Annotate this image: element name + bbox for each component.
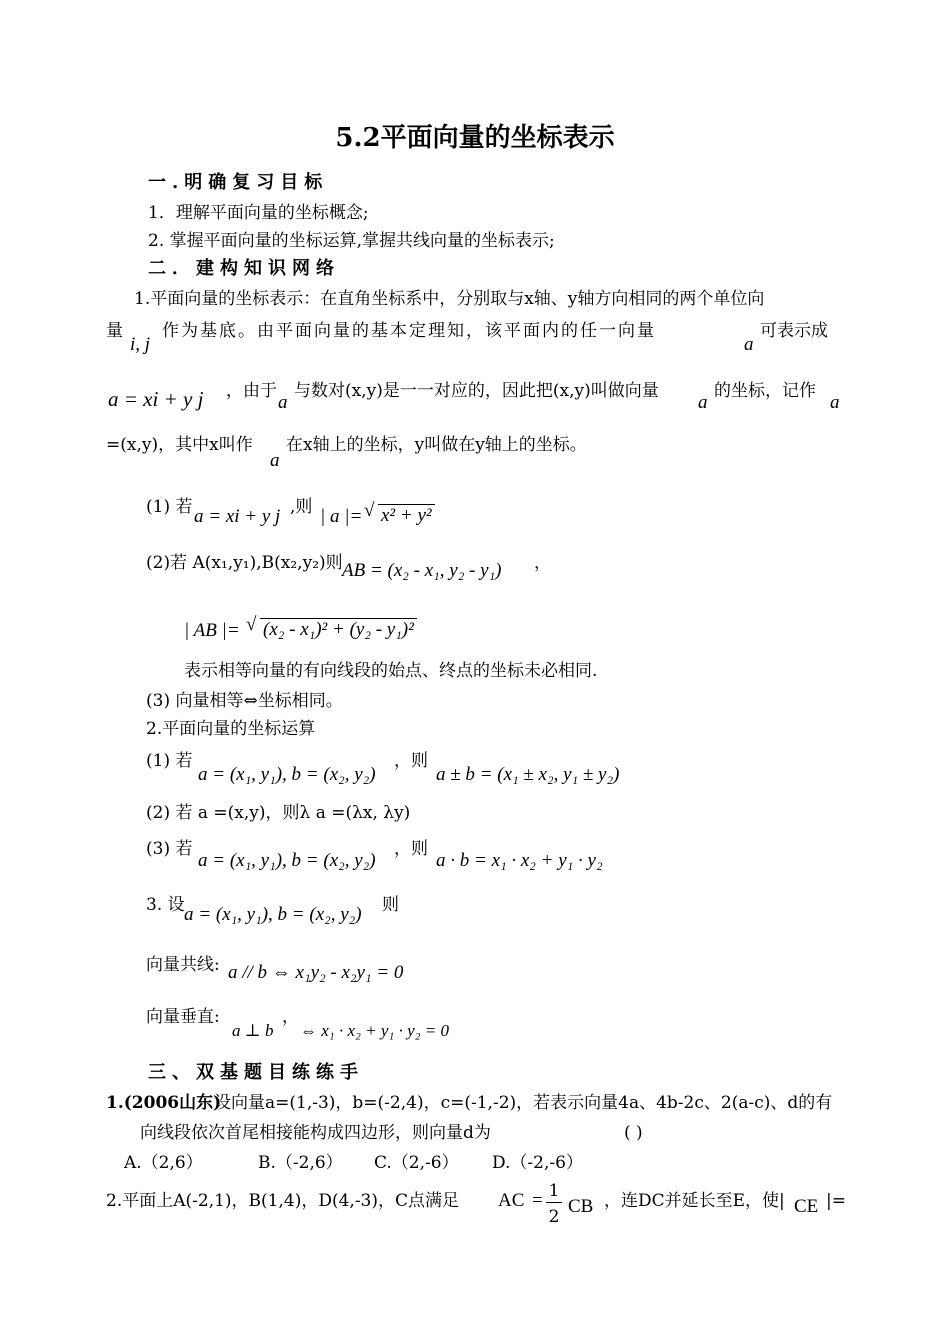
page-title: 5.2平面向量的坐标表示 — [335, 123, 615, 153]
op-1-then: ，则 — [394, 751, 428, 771]
point-3-then: 则 — [382, 895, 399, 915]
op-3-label: (3) 若 — [146, 839, 193, 859]
option-d: D.（-2,-6） — [492, 1153, 583, 1173]
basis-ij: i, j — [130, 334, 151, 355]
section-3-heading: 三、双基题目练练手 — [148, 1062, 364, 1083]
formula-1-label: (1) 若 — [146, 497, 193, 517]
para1-line3-start: ，由于 — [226, 381, 277, 401]
para1-line4-end: 在x轴上的坐标，y叫做在y轴上的坐标。 — [286, 435, 587, 455]
op-3-then: ，则 — [394, 839, 428, 859]
formula-1-expr: a = xi + y j — [194, 506, 281, 527]
vector-a-symbol-3: a — [698, 392, 708, 413]
collinear-condition: a // b ⇔ x₁y₂ - x₂y₁ = 0 — [228, 962, 404, 983]
formula-2-label: (2)若 A(x₁,y₁),B(x₂,y₂)则 — [146, 553, 343, 573]
vector-a-symbol-5: a — [270, 450, 280, 471]
op-1-result: a ± b = (x₁ ± x₂, y₁ ± y₂) — [436, 764, 620, 785]
question-2-end: |= — [826, 1191, 846, 1211]
section-1-heading: 一.明确复习目标 — [148, 172, 329, 193]
vector-a-symbol-4: a — [830, 392, 840, 413]
op-3-result: a · b = x₁ · x₂ + y₁ · y₂ — [436, 850, 603, 871]
point-3-label: 3. 设 — [146, 895, 185, 915]
objective-1: 1．理解平面向量的坐标概念; — [148, 203, 369, 223]
formula-1-sqrt-sign: √ — [364, 500, 375, 521]
question-1-line2: 向线段依次首尾相接能构成四边形，则向量d为 — [140, 1123, 491, 1143]
formula-1-radicand: x² + y² — [378, 504, 435, 527]
vector-a-symbol-2: a — [278, 392, 288, 413]
section-2-heading: 二．建构知识网络 — [148, 258, 340, 279]
question-1-answer-paren: ( ) — [624, 1123, 643, 1143]
point-3-expr: a = (x₁, y₁), b = (x₂, y₂) — [184, 904, 362, 925]
question-2-start: 2.平面上A(-2,1)，B(1,4)，D(4,-3)，C点满足 — [106, 1191, 460, 1211]
option-a: A.（2,6） — [124, 1153, 203, 1173]
vector-ce: CE — [794, 1196, 819, 1217]
option-c: C.（2,-6） — [374, 1153, 459, 1173]
formula-3: (3) 向量相等⇔坐标相同。 — [146, 691, 343, 711]
op-1-expr: a = (x₁, y₁), b = (x₂, y₂) — [198, 764, 376, 785]
para1-line3-end: 的坐标，记作 — [714, 381, 816, 401]
vector-ac: AC — [498, 1190, 525, 1211]
formula-2-radicand: (x₂ - x₁)² + (y₂ - y₁)² — [260, 618, 417, 641]
formula-2-comma: ， — [534, 553, 551, 573]
para1-line2-mid: 作为基底。由平面向量的基本定理知，该平面内的任一向量 — [162, 321, 656, 341]
vector-decomposition-formula: a = xi + y j — [108, 387, 204, 411]
vector-a-symbol: a — [744, 334, 754, 355]
perpendicular-vectors: a ⊥ b — [232, 1021, 274, 1040]
para1-line3-mid: 与数对(x,y)是一一对应的，因此把(x,y)叫做向量 — [294, 381, 659, 401]
op-2: (2) 若 a =(x,y)，则λ a =(λx, λy) — [146, 803, 411, 823]
formula-2-expr: AB = (x₂ - x₁, y₂ - y₁) — [342, 560, 502, 581]
fraction-numerator: 1 — [546, 1180, 562, 1203]
perpendicular-condition: ⇔ x₁ · x₂ + y₁ · y₂ = 0 — [300, 1021, 450, 1040]
formula-2-sqrt-sign: √ — [246, 614, 257, 635]
formula-1-then: ,则 — [290, 497, 313, 517]
formula-2-modulus: | AB |= — [184, 620, 240, 641]
formula-1-modulus: | a |= — [320, 506, 363, 527]
para1-line1: 1.平面向量的坐标表示：在直角坐标系中，分别取与x轴、y轴方向相同的两个单位向 — [134, 289, 765, 309]
question-1-line1: 设向量a=(1,-3)，b=(-2,4)，c=(-1,-2)，若表示向量4a、4b-2c、2(a-c)、d的有 — [214, 1093, 833, 1113]
para1-line2-start: 量 — [106, 321, 123, 341]
option-b: B.（-2,6） — [258, 1153, 343, 1173]
op-3-expr: a = (x₁, y₁), b = (x₂, y₂) — [198, 850, 376, 871]
fraction-denominator: 2 — [548, 1207, 560, 1227]
equals-sign: = — [532, 1190, 543, 1211]
operations-heading: 2.平面向量的坐标运算 — [146, 719, 316, 739]
vector-cb: CB — [568, 1196, 594, 1217]
perpendicular-comma: ， — [282, 1007, 299, 1027]
collinear-label: 向量共线: — [146, 955, 220, 975]
op-1-label: (1) 若 — [146, 751, 193, 771]
para1-line4-start: =(x,y)，其中x叫作 — [106, 435, 253, 455]
question-2-mid: ，连DC并延长至E，使| — [604, 1191, 785, 1211]
equal-vectors-note: 表示相等向量的有向线段的始点、终点的坐标未必相同. — [184, 661, 598, 681]
para1-line2-end: 可表示成 — [760, 321, 828, 341]
perpendicular-label: 向量垂直: — [146, 1007, 220, 1027]
question-1-number: 1.(2006山东) — [106, 1093, 222, 1113]
objective-2: 2. 掌握平面向量的坐标运算,掌握共线向量的坐标表示; — [148, 231, 555, 251]
